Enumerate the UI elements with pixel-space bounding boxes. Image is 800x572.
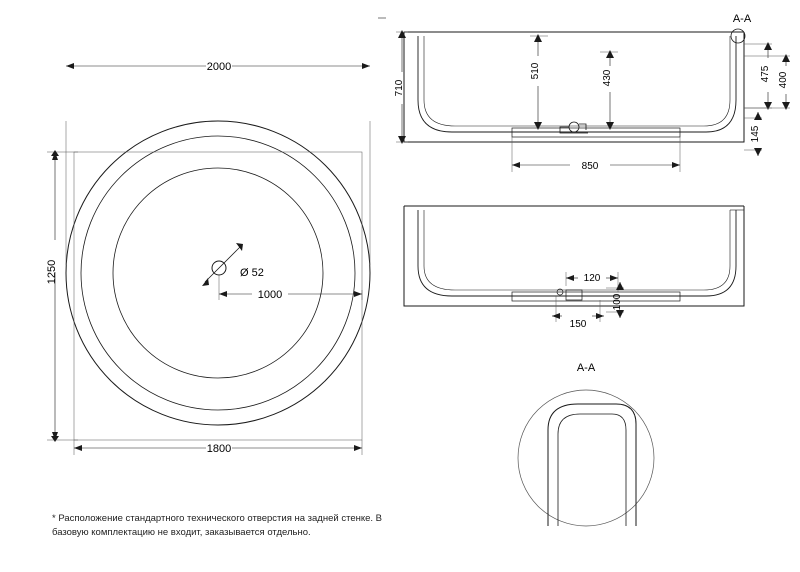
dim-475-label: 475 xyxy=(760,65,771,83)
dim-145-label: 145 xyxy=(750,125,761,143)
dim-120-label: 120 xyxy=(583,273,601,284)
detail-label: A-A xyxy=(576,362,596,374)
plan-dim-2000-label: 2000 xyxy=(206,61,232,73)
dim-510 xyxy=(530,34,556,130)
dim-400-label: 400 xyxy=(778,71,789,89)
dim-510-label: 510 xyxy=(530,62,541,80)
front-section-group xyxy=(404,29,745,142)
dim-850-label: 850 xyxy=(581,161,599,172)
section-top-label: A-A xyxy=(732,13,752,25)
dim-430-label: 430 xyxy=(602,69,613,87)
plan-dim-1250 xyxy=(47,150,78,442)
plan-dim-2000 xyxy=(66,66,370,265)
plan-dim-1800-label: 1800 xyxy=(206,443,232,455)
footnote-line-2: базовую комплектацию не входит, заказывается отдельно. xyxy=(52,527,311,538)
footnote xyxy=(52,512,472,540)
plan-view-group xyxy=(66,121,370,440)
drain-diameter-label: Ø 52 xyxy=(240,267,264,279)
side-section-group xyxy=(404,206,744,306)
dim-710-label: 710 xyxy=(394,79,405,97)
detail-view-group xyxy=(518,390,654,526)
footnote-line-1: * Расположение стандартного технического отверстия на задней стенке. В xyxy=(52,513,383,524)
dim-430 xyxy=(600,50,618,130)
dim-100-label: 100 xyxy=(612,293,623,311)
drain-marker xyxy=(202,243,243,286)
dim-150-label: 150 xyxy=(569,319,587,330)
plan-dim-1000-label: 1000 xyxy=(257,289,283,301)
plan-dim-1250-label: 1250 xyxy=(46,259,58,285)
